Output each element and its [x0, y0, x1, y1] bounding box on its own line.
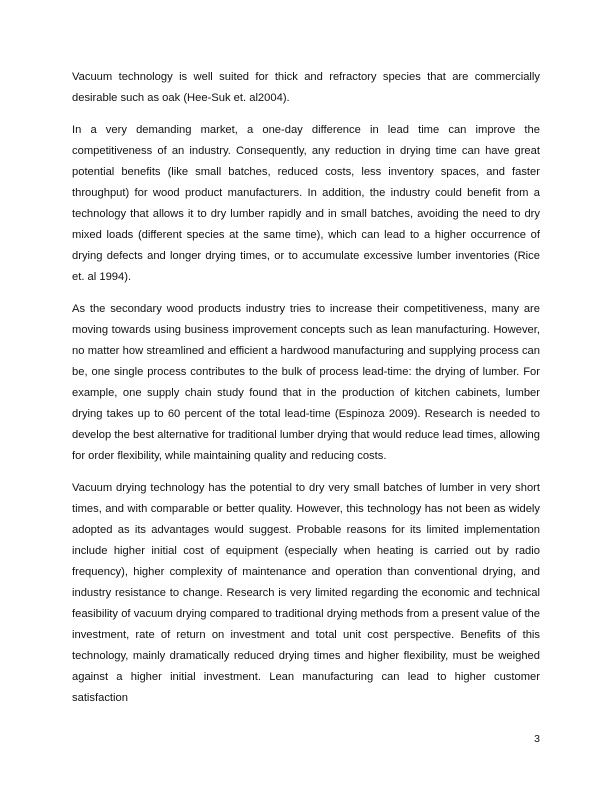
paragraph-vacuum-drying: Vacuum drying technology has the potential to dry very small batches of lumber in very short times, and with comparable or better quality. However, this technology has not been as widely adopted as its advantages would suggest. Probable reasons for its limited implementation include higher initial cost of equipment (especially when heating is carried out by radio frequency), higher complexity of maintenance and operation than conventional drying, and industry resistance to change. Research is very limited regarding the economic and technical feasibility of vacuum drying compared to traditional drying methods from a present value of the investment, rate of return on investment and total unit cost perspective. Benefits of this technology, mainly dramatically reduced drying times and higher flexibility, must be weighed against a higher initial investment. Lean manufacturing can lead to higher customer satisfaction [72, 482, 540, 704]
paragraph-secondary-wood-products: As the secondary wood products industry tries to increase their competitiveness, many are moving towards using business improvement concepts such as lean manufacturing. However, no matter how streamlined and efficient a hardwood manufacturing and supplying process can be, one single process contributes to the bulk of process lead-time: the drying of lumber. For example, one supply chain study found that in the production of kitchen cabinets, lumber drying takes up to 60 percent of the total lead-time (Espinoza 2009). Research is needed to develop the best alternative for traditional lumber drying that would reduce lead times, allowing for order flexibility, while maintaining quality and reducing costs. [72, 303, 540, 462]
page-body [72, 67, 540, 720]
page-number: 3 [534, 733, 540, 745]
paragraph-vacuum-technology: Vacuum technology is well suited for thick and refractory species that are commercially desirable such as oak (Hee-Suk et. al2004). [72, 71, 540, 104]
paragraph-demanding-market: In a very demanding market, a one-day difference in lead time can improve the competitiveness of an industry. Consequently, any reduction in drying time can have great potential benefits (like small batches, reduced costs, less inventory spaces, and faster throughput) for wood product manufacturers. In addition, the industry could benefit from a technology that allows it to dry lumber rapidly and in small batches, avoiding the need to dry mixed loads (different species at the same time), which can lead to a higher occurrence of drying defects and longer drying times, or to accumulate excessive lumber inventories (Rice et. al 1994). [72, 124, 540, 283]
